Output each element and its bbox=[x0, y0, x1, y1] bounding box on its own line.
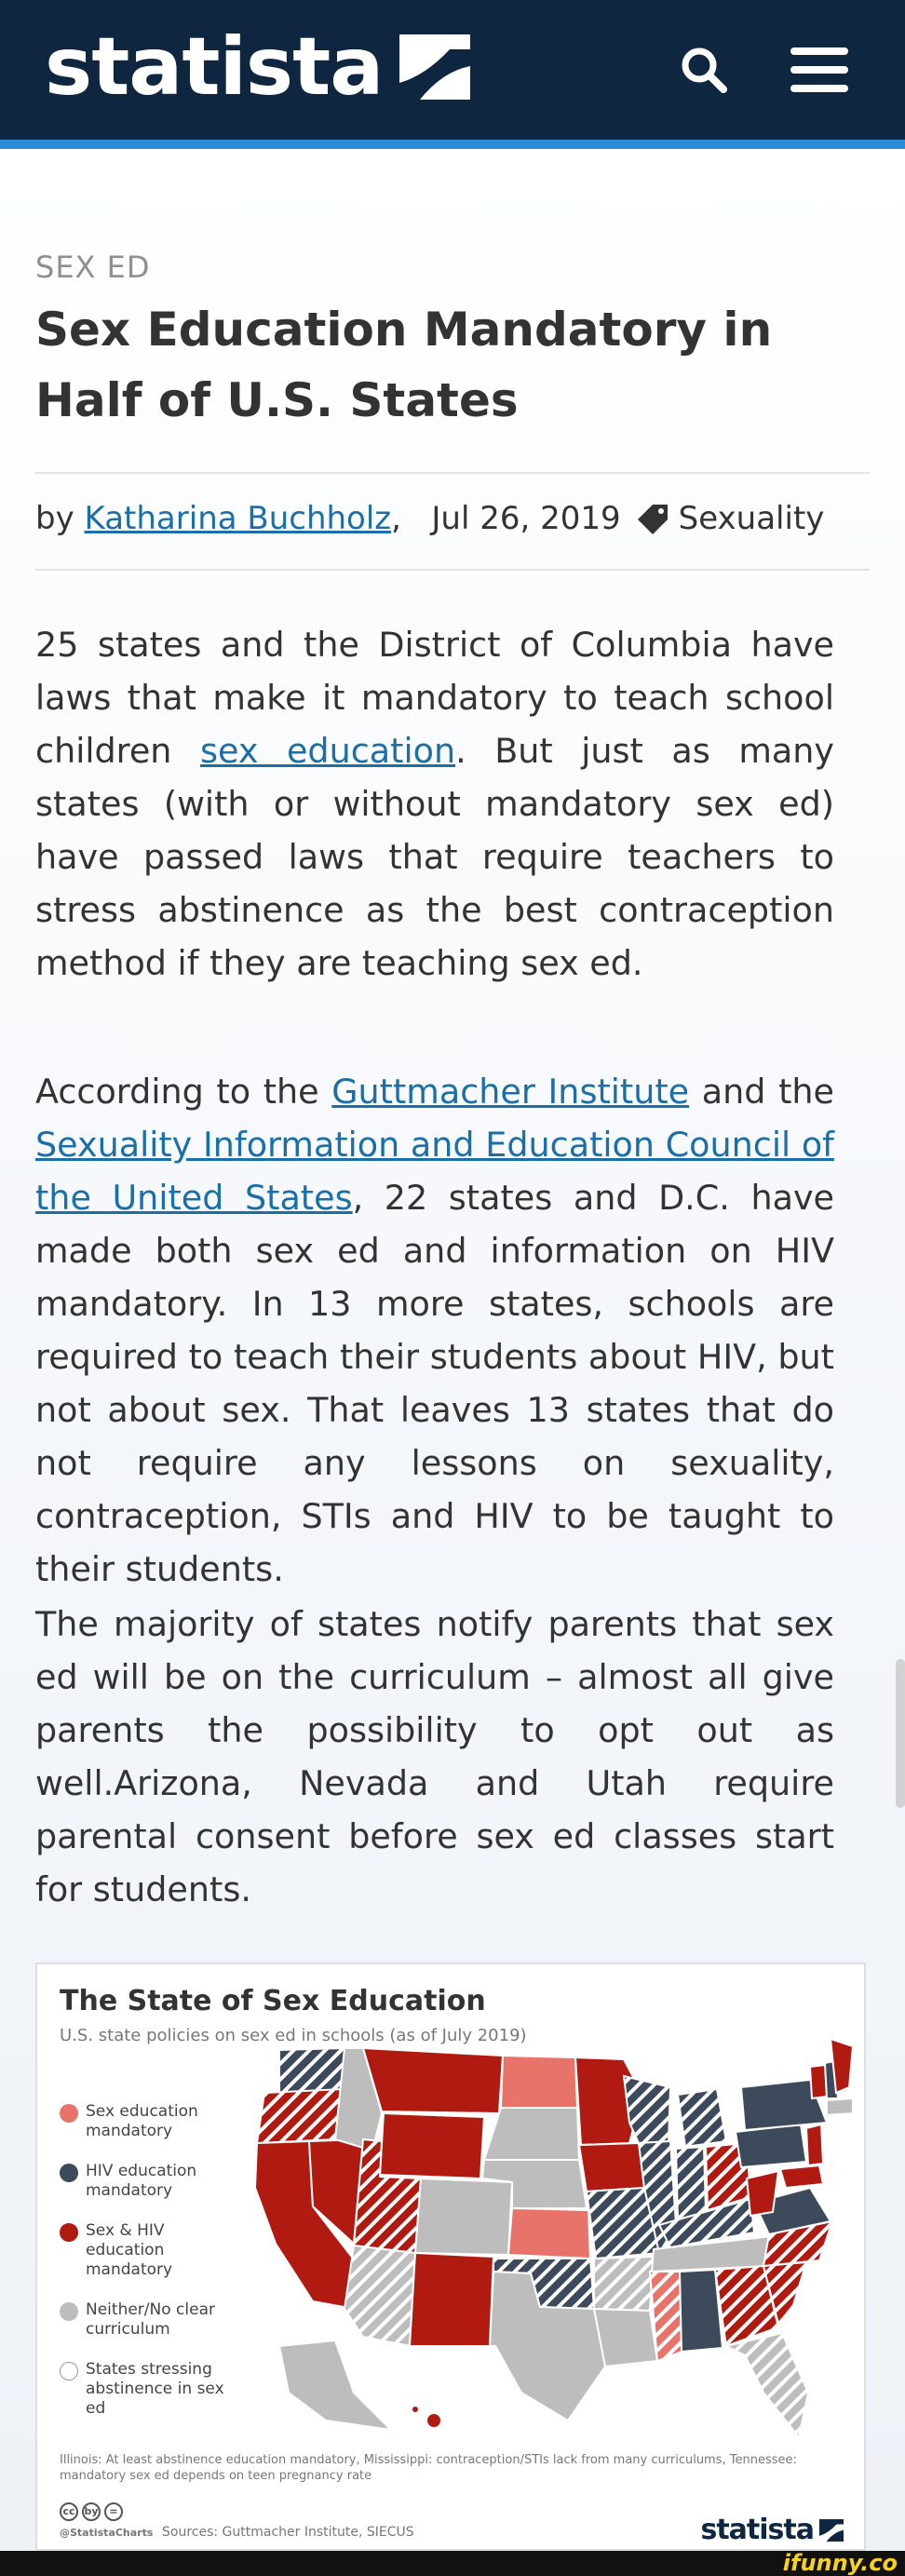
menu-button[interactable] bbox=[782, 37, 857, 102]
legend-label: Sex & HIV education mandatory bbox=[86, 2221, 173, 2279]
logo-text: statista bbox=[45, 20, 384, 114]
state-hawaii-island bbox=[412, 2406, 419, 2413]
card-statista-logo bbox=[700, 2514, 844, 2546]
us-states-map bbox=[223, 2039, 857, 2448]
state-west-virginia bbox=[747, 2171, 778, 2216]
legend-item bbox=[60, 2162, 246, 2201]
siecus-link[interactable]: Sexuality Information and Education Council of the United States bbox=[35, 1125, 834, 1218]
scrollbar-thumb[interactable] bbox=[896, 1659, 905, 1808]
attribution-icon: by bbox=[82, 2502, 101, 2521]
ifunny-watermark: ifunny.co bbox=[782, 2550, 898, 2576]
state-indiana bbox=[676, 2147, 706, 2219]
legend-item bbox=[60, 2360, 246, 2419]
chart-subtitle: U.S. state policies on sex ed in schools (as of July 2019) bbox=[60, 2026, 527, 2045]
state-maryland bbox=[780, 2165, 823, 2188]
article-title: Sex Education Mandatory in Half of U.S. States bbox=[35, 303, 773, 427]
article-category[interactable]: SEX ED bbox=[35, 250, 151, 285]
legend-label: Sex education mandatory bbox=[86, 2102, 198, 2140]
paragraph-3-text: The majority of states notify parents that sex ed will be on the curriculum – almost all give parents the possibility to opt out as well.Arizona, Nevada and Utah require parental consent before sex ed classes start for students. bbox=[35, 1604, 834, 1909]
license-icons bbox=[60, 2502, 127, 2521]
paragraph-1-text-a: 25 states and the District of Columbia have laws that make it mandatory to teach school children bbox=[35, 625, 834, 771]
state-kansas bbox=[508, 2208, 590, 2259]
statista-mark-icon bbox=[399, 34, 470, 100]
legend-swatch bbox=[60, 2223, 78, 2242]
publish-date: Jul 26, 2019 bbox=[431, 500, 621, 537]
state-massachusetts bbox=[827, 2098, 853, 2115]
state-louisiana bbox=[594, 2309, 657, 2367]
header-accent-line bbox=[0, 140, 905, 149]
card-brand-text: statista bbox=[700, 2514, 814, 2546]
divider-top bbox=[35, 472, 870, 474]
state-pennsylvania bbox=[736, 2124, 806, 2167]
legend-item bbox=[60, 2300, 246, 2340]
state-florida bbox=[726, 2333, 808, 2437]
byline-by: by bbox=[35, 500, 74, 537]
chart-title: The State of Sex Education bbox=[60, 1985, 486, 2017]
legend-swatch bbox=[60, 2362, 78, 2380]
state-vermont bbox=[810, 2065, 827, 2098]
author-link[interactable]: Katharina Buchholz bbox=[84, 500, 392, 537]
legend-item bbox=[60, 2221, 246, 2280]
statista-mark-icon bbox=[819, 2519, 844, 2542]
search-button[interactable] bbox=[667, 37, 741, 102]
paragraph-3 bbox=[35, 1598, 834, 1916]
tag-icon bbox=[638, 503, 669, 534]
state-michigan bbox=[678, 2089, 726, 2147]
legend-item bbox=[60, 2102, 246, 2141]
state-new-jersey bbox=[806, 2124, 823, 2165]
guttmacher-link[interactable]: Guttmacher Institute bbox=[331, 1072, 690, 1112]
state-oregon bbox=[257, 2089, 343, 2143]
state-colorado bbox=[415, 2178, 512, 2255]
state-washington bbox=[279, 2048, 344, 2093]
legend-swatch bbox=[60, 2302, 78, 2321]
state-hawaii bbox=[426, 2413, 441, 2428]
divider-bottom bbox=[35, 569, 870, 571]
state-wyoming bbox=[380, 2113, 484, 2178]
chart-note: Illinois: At least abstinence education mandatory, Mississippi: contraception/STIs lack from many curriculums, Tennessee: mandatory sex ed depends on teen pregnancy rate bbox=[60, 2453, 797, 2483]
state-arizona bbox=[344, 2246, 415, 2346]
paragraph-2 bbox=[35, 1065, 834, 1596]
ifunny-footer bbox=[0, 2551, 905, 2576]
no-derivatives-icon: = bbox=[104, 2502, 123, 2521]
paragraph-2-text-a: According to the bbox=[35, 1072, 332, 1112]
state-north-dakota bbox=[501, 2056, 577, 2108]
hamburger-menu-icon bbox=[790, 46, 848, 94]
top-bar bbox=[0, 0, 905, 140]
paragraph-1 bbox=[35, 618, 834, 990]
sex-education-link[interactable]: sex education bbox=[200, 731, 456, 771]
state-iowa bbox=[579, 2143, 644, 2192]
search-icon bbox=[680, 46, 728, 94]
paragraph-2-text-b: and the bbox=[689, 1072, 834, 1112]
legend-label: HIV education mandatory bbox=[86, 2162, 197, 2200]
paragraph-2-text-c: , 22 states and D.C. have made both sex ed and information on HIV mandatory. In 13 more states, schools are required to teach their students about HIV, but not about sex. That leaves 13 states that do not require any lessons on sexuality, contraception, STIs and HIV to be taught to their students. bbox=[35, 1178, 835, 1589]
cc-icon: cc bbox=[60, 2502, 78, 2521]
paragraph-1-text-b: . But just as many states (with or without mandatory sex ed) have passed laws that require teachers to stress abstinence as the best contraception method if they are teaching sex ed. bbox=[35, 731, 834, 983]
legend-swatch bbox=[60, 2104, 78, 2123]
state-new-mexico bbox=[410, 2253, 493, 2346]
legend-label: Neither/No clear curriculum bbox=[86, 2300, 215, 2339]
chart-sources: Sources: Guttmacher Institute, SIECUS bbox=[162, 2525, 414, 2540]
state-montana bbox=[363, 2048, 503, 2113]
statista-logo[interactable] bbox=[45, 20, 470, 114]
legend-swatch bbox=[60, 2164, 78, 2182]
tag-link[interactable]: Sexuality bbox=[678, 500, 825, 537]
state-south-dakota bbox=[484, 2108, 579, 2160]
statista-handle: @StatistaCharts bbox=[60, 2527, 154, 2539]
state-arkansas bbox=[594, 2257, 654, 2311]
byline-comma: , bbox=[391, 500, 401, 537]
chart-card[interactable] bbox=[35, 1962, 866, 2551]
legend-label: States stressing abstinence in sex ed bbox=[86, 2360, 224, 2418]
byline bbox=[35, 500, 824, 537]
chart-legend bbox=[60, 2102, 246, 2439]
state-alaska bbox=[279, 2340, 391, 2430]
